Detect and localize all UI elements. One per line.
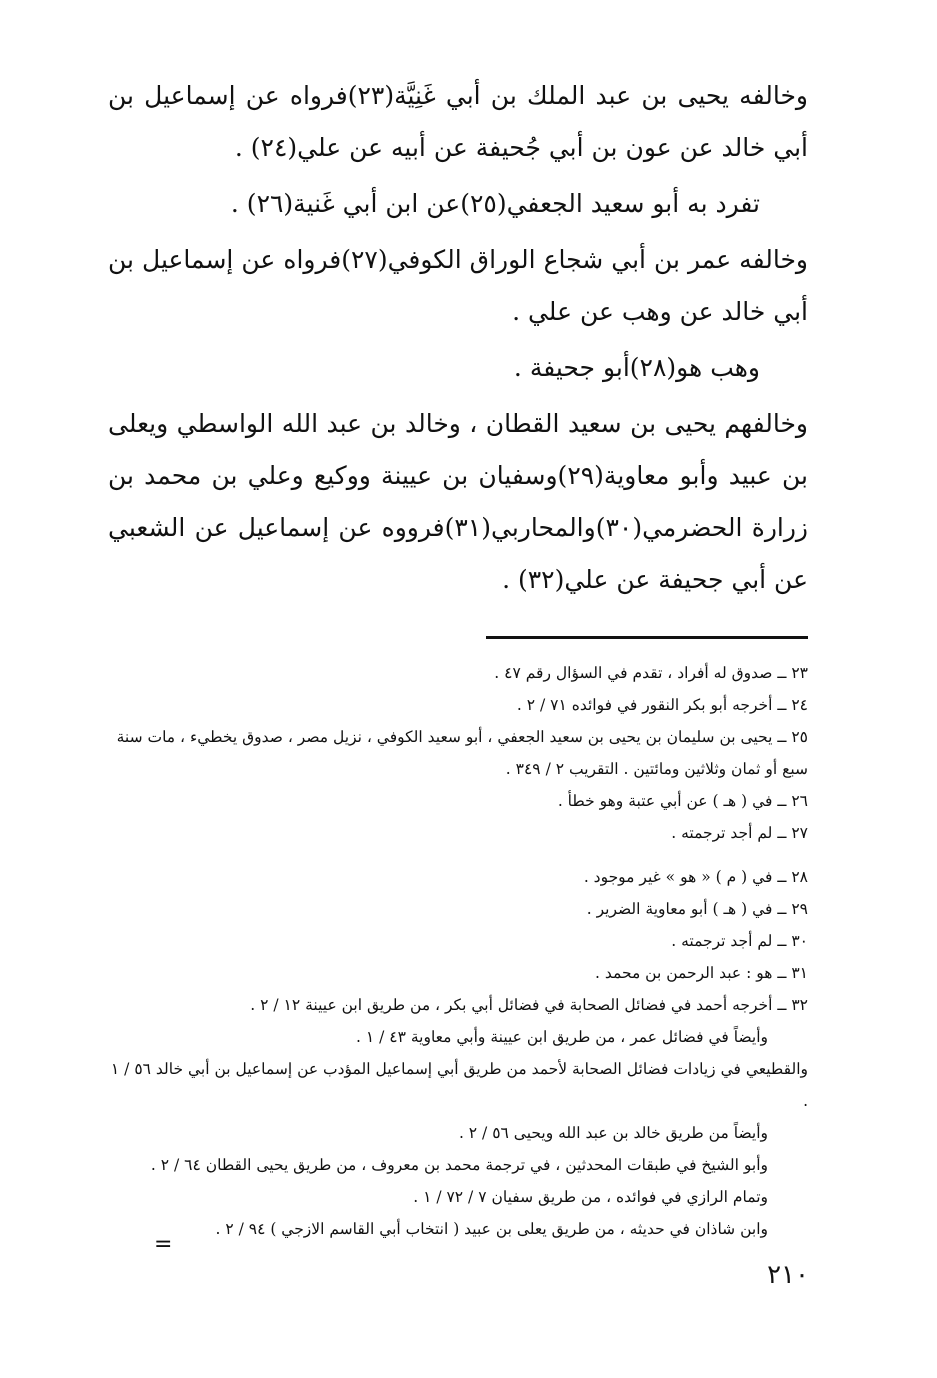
paragraph: وخالفه عمر بن أبي شجاع الوراق الكوفي(٢٧)فرواه عن إسماعيل بن أبي خالد عن وهب عن علي . xyxy=(108,245,808,326)
footnote-continuation: وابن شاذان في حديثه ، من طريق يعلى بن عبيد ( انتخاب أبي القاسم الازجي ) ٩٤ / ٢ . xyxy=(215,1220,768,1238)
footnote: ٢٥ ــ يحيى بن سليمان بن يحيى بن سعيد الجعفي ، أبو سعيد الكوفي ، نزيل مصر ، صدوق يخطيء ، مات سنة سبع أو ثمان وثلاثين ومائتين . التقريب ٢ / ٣٤٩ . xyxy=(116,728,808,778)
footnote-separator xyxy=(486,636,808,639)
book-page xyxy=(108,70,808,1245)
footnote: ٣٢ ــ أخرجه أحمد في فضائل الصحابة في فضائل أبي بكر ، من طريق ابن عيينة ١٢ / ٢ . xyxy=(250,996,808,1014)
footnote: ٣٠ ــ لم أجد ترجمته . xyxy=(671,932,808,950)
footnote: ٢٤ ــ أخرجه أبو بكر النقور في فوائده ٧١ / ٢ . xyxy=(516,696,808,714)
footnote: ٢٣ ــ صدوق له أفراد ، تقدم في السؤال رقم ٤٧ . xyxy=(494,664,808,682)
footnote: ٣١ ــ هو : عبد الرحمن بن محمد . xyxy=(595,964,808,982)
paragraph: وهب هو(٢٨)أبو جحيفة . xyxy=(513,353,760,382)
footnote-continuation: وتمام الرازي في فوائده ، من طريق سفيان ٧ / ٧٢ / ١ . xyxy=(413,1188,768,1206)
paragraph: وخالفه يحيى بن عبد الملك بن أبي غَنِيَّة(٢٣)فرواه عن إسماعيل بن أبي خالد عن عون بن أبي جُحيفة عن أبيه عن علي(٢٤) . xyxy=(108,81,808,162)
footnote: ٢٦ ــ في ( هـ ) عن أبي عتبة وهو خطأ . xyxy=(557,792,808,810)
paragraph: تفرد به أبو سعيد الجعفي(٢٥)عن ابن أبي غَنية(٢٦) . xyxy=(230,189,760,218)
page-number: ٢١٠ xyxy=(767,1260,809,1290)
paragraph: وخالفهم يحيى بن سعيد القطان ، وخالد بن عبد الله الواسطي ويعلى بن عبيد وأبو معاوية(٢٩)وسفيان بن عيينة ووكيع وعلي بن محمد بن زرارة الحضرمي(٣٠)والمحاربي(٣١)فرووه عن إسماعيل عن الشعبي عن أبي جحيفة عن علي(٣٢) . xyxy=(108,409,809,594)
footnote-continuation: وأبو الشيخ في طبقات المحدثين ، في ترجمة محمد بن معروف ، من طريق يحيى القطان ٦٤ / ٢ . xyxy=(150,1156,768,1174)
footnote: ٢٩ ــ في ( هـ ) أبو معاوية الضرير . xyxy=(586,900,808,918)
footnote-continuation: والقطيعي في زيادات فضائل الصحابة لأحمد من طريق أبي إسماعيل المؤدب عن إسماعيل بن أبي خالد ٥٦ / ١ . xyxy=(110,1060,808,1110)
footnote: ٢٧ ــ لم أجد ترجمته . xyxy=(671,824,808,842)
continuation-mark: = xyxy=(154,1232,173,1257)
footnote-continuation: وأيضاً من طريق خالد بن عبد الله ويحيى ٥٦ / ٢ . xyxy=(458,1124,768,1142)
main-text xyxy=(108,70,808,606)
footnote: ٢٨ ــ في ( م ) « هو » غير موجود . xyxy=(583,868,808,886)
footnote-continuation: وأيضاً في فضائل عمر ، من طريق ابن عيينة وأبي معاوية ٤٣ / ١ . xyxy=(356,1028,768,1046)
footnotes xyxy=(108,657,808,1245)
